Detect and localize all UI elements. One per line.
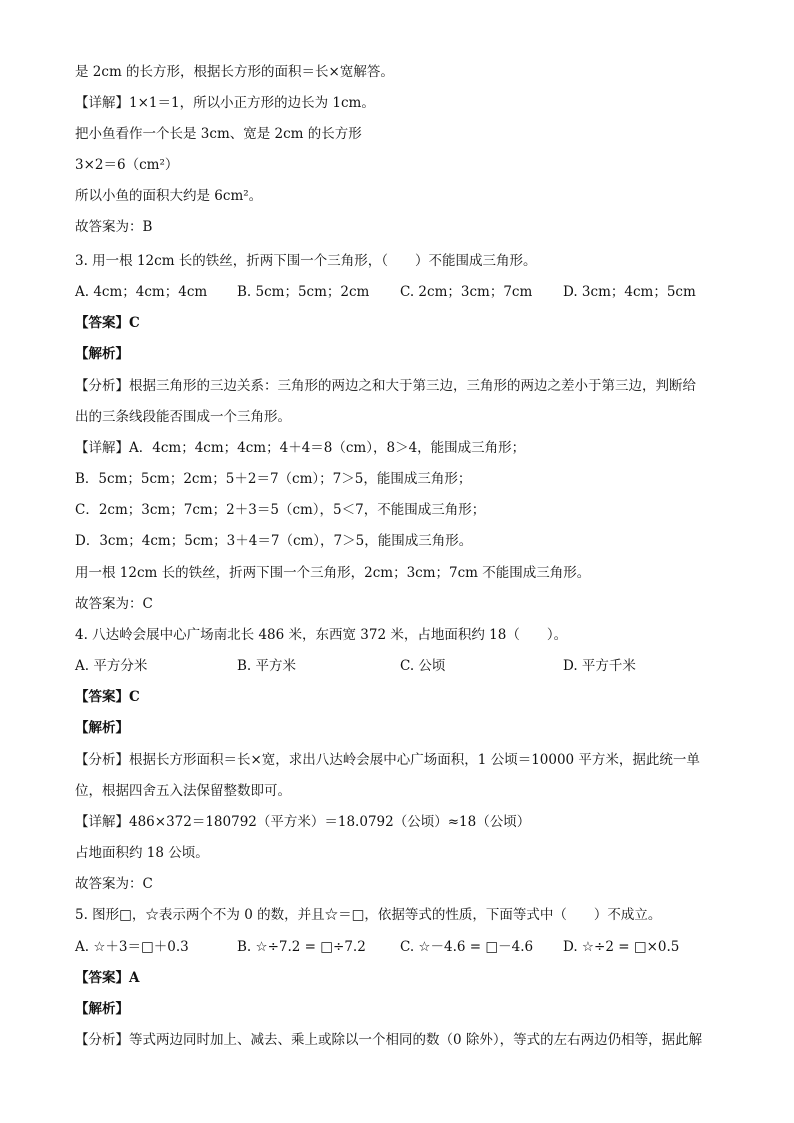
text-line: 所以小鱼的面积大约是 6cm²。 <box>75 188 263 204</box>
text-line: 故答案为：B <box>75 219 153 235</box>
text-line: 【详解】486×372＝180792（平方米）＝18.0792（公顷）≈18（公顷） <box>75 814 531 830</box>
text-line: 故答案为：C <box>75 876 153 892</box>
text-line: C．2cm；3cm；7cm；2＋3＝5（cm），5＜7，不能围成三角形； <box>75 502 486 518</box>
text-line: 故答案为：C <box>75 596 153 612</box>
text-line: D．3cm；4cm；5cm；3＋4＝7（cm），7＞5，能围成三角形。 <box>75 533 473 549</box>
q5-option-a: A. ☆＋3＝□＋0.3 <box>75 939 189 955</box>
q3-option-b: B. 5cm；5cm；2cm <box>237 284 370 300</box>
text-line: 【详解】1×1＝1，所以小正方形的边长为 1cm。 <box>75 95 375 111</box>
q4-option-d: D. 平方千米 <box>563 658 636 674</box>
text-line: 用一根 12cm 长的铁丝，折两下围一个三角形，2cm；3cm；7cm 不能围成三角形。 <box>75 565 591 581</box>
text-line: 【详解】A．4cm；4cm；4cm；4＋4＝8（cm），8＞4，能围成三角形； <box>75 440 526 456</box>
analysis-label: 【解析】 <box>75 720 129 736</box>
text-line: 占地面积约 18 公顷。 <box>75 845 209 861</box>
text-line: B．5cm；5cm；2cm；5＋2＝7（cm）；7＞5，能围成三角形； <box>75 471 472 487</box>
question-4: 4. 八达岭会展中心广场南北长 486 米，东西宽 372 米，占地面积约 18（ ）。 <box>75 627 568 643</box>
q5-option-c: C. ☆－4.6 = □－4.6 <box>400 939 534 955</box>
text-line: 出的三条线段能否围成一个三角形。 <box>75 409 291 425</box>
text-line: 位，根据四舍五入法保留整数即可。 <box>75 783 291 799</box>
text-line: 是 2cm 的长方形，根据长方形的面积＝长×宽解答。 <box>75 64 394 80</box>
answer-label: 【答案】C <box>75 315 140 331</box>
answer-label: 【答案】A <box>75 970 140 986</box>
q3-option-d: D. 3cm；4cm；5cm <box>563 284 696 300</box>
text-line: 【分析】根据三角形的三边关系：三角形的两边之和大于第三边，三角形的两边之差小于第三边，判断给 <box>75 378 696 394</box>
answer-label: 【答案】C <box>75 689 140 705</box>
q4-option-c: C. 公顷 <box>400 658 446 674</box>
q5-option-d: D. ☆÷2 = □×0.5 <box>563 939 680 955</box>
q5-option-b: B. ☆÷7.2 = □÷7.2 <box>237 939 366 955</box>
question-3: 3. 用一根 12cm 长的铁丝，折两下围一个三角形，（ ）不能围成三角形。 <box>75 253 537 269</box>
text-line: 【分析】等式两边同时加上、减去、乘上或除以一个相同的数（0 除外），等式的左右两边仍相等，据此解 <box>75 1032 703 1048</box>
analysis-label: 【解析】 <box>75 346 129 362</box>
analysis-label: 【解析】 <box>75 1001 129 1017</box>
text-line: 把小鱼看作一个长是 3cm、宽是 2cm 的长方形 <box>75 126 362 142</box>
q3-option-c: C. 2cm；3cm；7cm <box>400 284 533 300</box>
q4-option-a: A. 平方分米 <box>75 658 148 674</box>
q3-option-a: A. 4cm；4cm；4cm <box>75 284 208 300</box>
q4-option-b: B. 平方米 <box>237 658 297 674</box>
text-line: 【分析】根据长方形面积＝长×宽，求出八达岭会展中心广场面积，1 公顷＝10000 平方米，据此统一单 <box>75 752 700 768</box>
question-5: 5. 图形□，☆表示两个不为 0 的数，并且☆＝□，依据等式的性质，下面等式中（ ）不成立。 <box>75 907 662 923</box>
text-line: 3×2＝6（cm²） <box>75 157 179 173</box>
